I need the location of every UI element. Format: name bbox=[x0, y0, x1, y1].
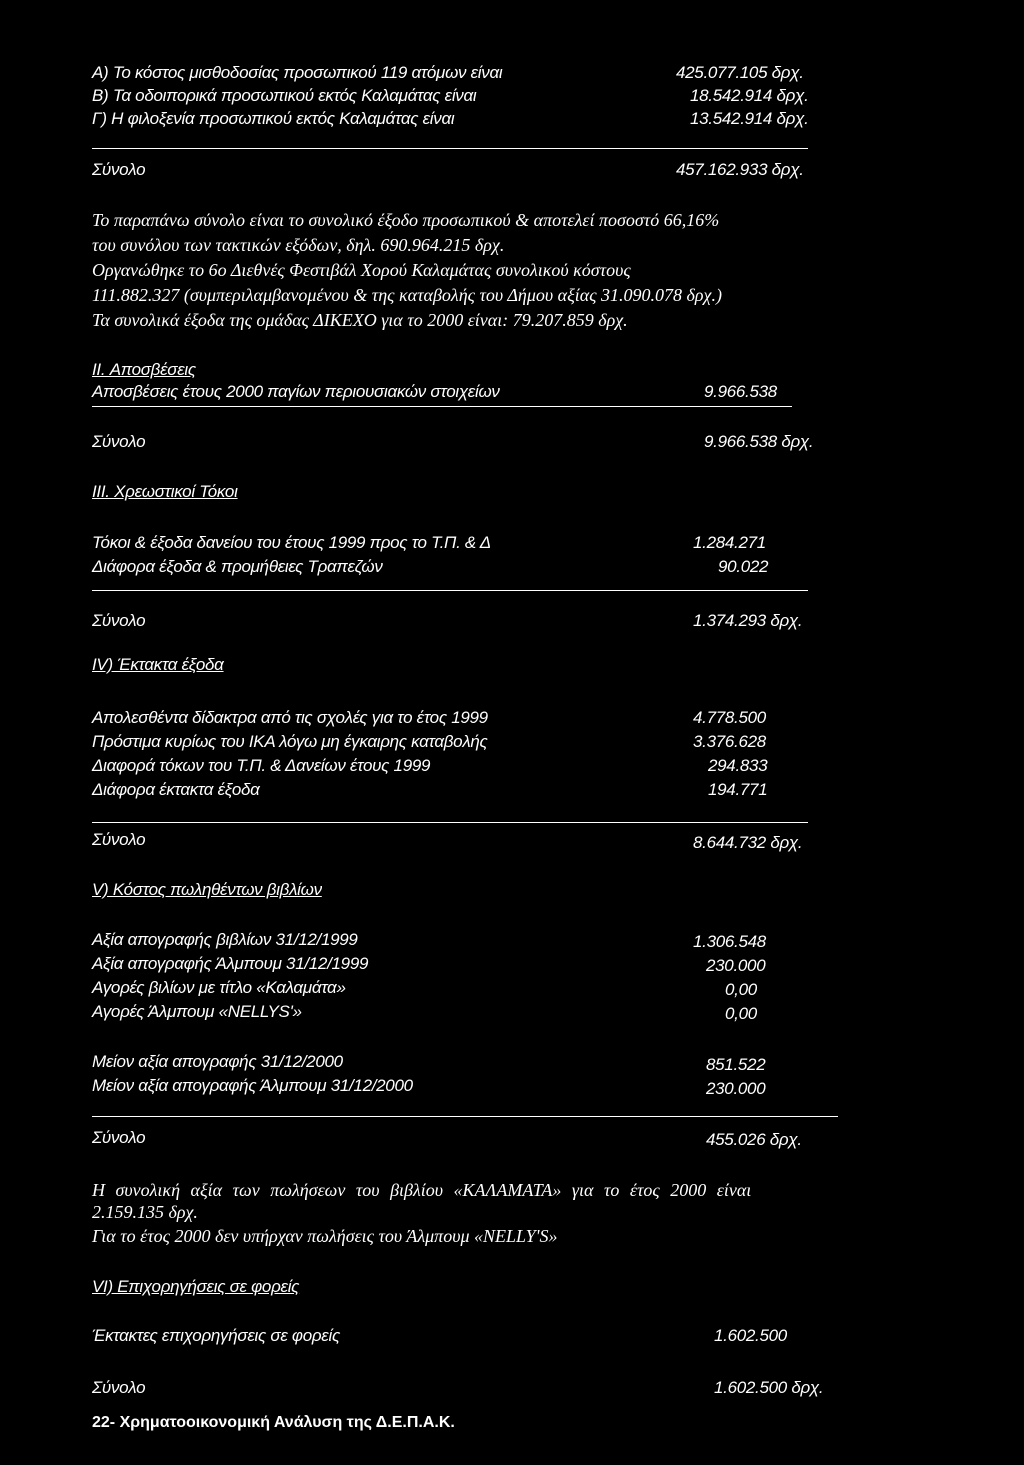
total-value: 457.162.933 δρχ. bbox=[676, 160, 804, 179]
row-value: 1.602.500 bbox=[714, 1326, 787, 1345]
note-line: Τα συνολικά έξοδα της ομάδας ΔΙΚΕΧΟ για το 2000 είναι: 79.207.859 δρχ. bbox=[92, 310, 628, 330]
total-label: Σύνολο bbox=[92, 830, 146, 849]
row-label: Β) Τα οδοιπορικά προσωπικού εκτός Καλαμάτας είναι bbox=[92, 86, 477, 105]
row-label: Μείον αξία απογραφής 31/12/2000 bbox=[92, 1052, 343, 1071]
section-heading: II. Αποσβέσεις bbox=[92, 360, 196, 379]
row-label: Απολεσθέντα δίδακτρα από τις σχολές για το έτος 1999 bbox=[92, 708, 488, 727]
row-label: Διάφορα έξοδα & προμήθειες Τραπεζών bbox=[92, 557, 383, 576]
row-value: 0,00 bbox=[725, 1004, 757, 1023]
note-line: 111.882.327 (συμπεριλαμβανομένου & της καταβολής του Δήμου αξίας 31.090.078 δρχ.) bbox=[92, 285, 722, 305]
row-value: 13.542.914 δρχ. bbox=[690, 109, 809, 128]
row-value: 194.771 bbox=[708, 780, 768, 799]
section-heading: V) Κόστος πωληθέντων βιβλίων bbox=[92, 880, 322, 899]
total-value: 1.374.293 δρχ. bbox=[693, 611, 803, 630]
row-value: 3.376.628 bbox=[693, 732, 766, 751]
divider bbox=[92, 406, 792, 407]
note-line: Οργανώθηκε το 6ο Διεθνές Φεστιβάλ Χορού Καλαμάτας συνολικού κόστους bbox=[92, 260, 631, 280]
row-label: Διαφορά τόκων του Τ.Π. & Δανείων έτους 1999 bbox=[92, 756, 431, 775]
section-heading: III. Χρεωστικοί Τόκοι bbox=[92, 482, 238, 501]
total-label: Σύνολο bbox=[92, 1128, 146, 1147]
page-footer: 22- Χρηματοοικονομική Ανάλυση της Δ.Ε.Π.Α.Κ. bbox=[92, 1414, 455, 1431]
divider bbox=[92, 822, 808, 823]
row-value: 851.522 bbox=[706, 1055, 766, 1074]
row-label: Αξία απογραφής Άλμπουμ 31/12/1999 bbox=[92, 954, 369, 973]
row-value: 1.306.548 bbox=[693, 932, 766, 951]
row-value: 9.966.538 bbox=[704, 382, 777, 401]
row-value: 1.284.271 bbox=[693, 533, 766, 552]
note-line: 2.159.135 δρχ. bbox=[92, 1202, 198, 1222]
row-label: Αγορές βιλίων με τίτλο «Καλαμάτα» bbox=[92, 978, 346, 997]
total-value: 455.026 δρχ. bbox=[706, 1130, 802, 1149]
row-value: 90.022 bbox=[718, 557, 769, 576]
row-label: Πρόστιμα κυρίως του ΙΚΑ λόγω μη έγκαιρης καταβολής bbox=[92, 732, 488, 751]
row-value: 230.000 bbox=[706, 1079, 766, 1098]
total-label: Σύνολο bbox=[92, 432, 146, 451]
row-value: 0,00 bbox=[725, 980, 757, 999]
total-value: 8.644.732 δρχ. bbox=[693, 833, 803, 852]
row-label: Διάφορα έκτακτα έξοδα bbox=[92, 780, 260, 799]
divider bbox=[92, 1116, 838, 1117]
total-label: Σύνολο bbox=[92, 1378, 146, 1397]
total-label: Σύνολο bbox=[92, 160, 146, 179]
section-heading: IV) Έκτακτα έξοδα bbox=[92, 655, 224, 674]
note-line: του συνόλου των τακτικών εξόδων, δηλ. 690.964.215 δρχ. bbox=[92, 235, 505, 255]
note-line: Για το έτος 2000 δεν υπήρχαν πωλήσεις του Άλμπουμ «NELLY'S» bbox=[92, 1226, 558, 1246]
divider bbox=[92, 590, 808, 591]
note-line bbox=[92, 1180, 864, 1200]
total-label: Σύνολο bbox=[92, 611, 146, 630]
row-label: Αποσβέσεις έτους 2000 παγίων περιουσιακών στοιχείων bbox=[92, 382, 500, 401]
note-line: Το παραπάνω σύνολο είναι το συνολικό έξοδο προσωπικού & αποτελεί ποσοστό 66,16% bbox=[92, 210, 720, 230]
row-value: 4.778.500 bbox=[693, 708, 766, 727]
section-heading: VI) Επιχορηγήσεις σε φορείς bbox=[92, 1277, 300, 1296]
note-text: Η συνολική αξία των πωλήσεων του βιβλίου «ΚΑΛΑΜΑΤΑ» για το έτος 2000 είναι bbox=[92, 1180, 752, 1200]
row-label: Α) Το κόστος μισθοδοσίας προσωπικού 119 ατόμων είναι bbox=[92, 63, 503, 82]
row-value: 425.077.105 δρχ. bbox=[676, 63, 804, 82]
row-value: 230.000 bbox=[706, 956, 766, 975]
total-value: 1.602.500 δρχ. bbox=[714, 1378, 824, 1397]
row-label: Αξία απογραφής βιβλίων 31/12/1999 bbox=[92, 930, 358, 949]
row-value: 294.833 bbox=[708, 756, 768, 775]
row-label: Αγορές Άλμπουμ «NELLYS'» bbox=[92, 1002, 302, 1021]
row-label: Μείον αξία απογραφής Άλμπουμ 31/12/2000 bbox=[92, 1076, 413, 1095]
total-value: 9.966.538 δρχ. bbox=[704, 432, 814, 451]
divider bbox=[92, 148, 808, 149]
row-value: 18.542.914 δρχ. bbox=[690, 86, 809, 105]
row-label: Γ) Η φιλοξενία προσωπικού εκτός Καλαμάτας είναι bbox=[92, 109, 455, 128]
row-label: Τόκοι & έξοδα δανείου του έτους 1999 προς το Τ.Π. & Δ bbox=[92, 533, 491, 552]
row-label: Έκτακτες επιχορηγήσεις σε φορείς bbox=[92, 1326, 340, 1345]
